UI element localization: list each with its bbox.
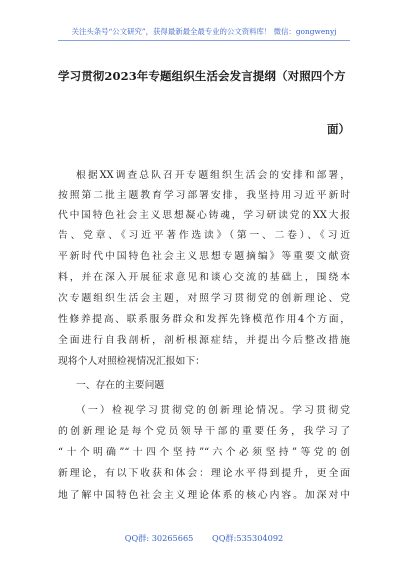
body-line: 按照第二批主题教育学习部署安排，我坚持用习近平新时 bbox=[58, 190, 350, 201]
body-line: 现将个人对照检视情况汇报如下： bbox=[58, 356, 205, 367]
body-line: 全面进行自我剖析，剖析根源症结，并提出今后整改措施 bbox=[58, 335, 350, 346]
header-divider bbox=[58, 40, 350, 41]
footer-qq-group-1: QQ群: 30265665 bbox=[124, 533, 194, 543]
body-line: 平新时代中国特色社会主义思想专题摘编》等重要文献资 bbox=[58, 251, 350, 262]
footer bbox=[0, 533, 408, 544]
body-line: 代中国特色社会主义思想凝心铸魂，学习研读党的XX大报 bbox=[58, 210, 350, 221]
document-title-line-1: 学习贯彻2023年专题组织生活会发言提纲（对照四个方 bbox=[58, 69, 346, 83]
body-line: 新理论，有以下收获和体会：理论水平得到提升，更全面 bbox=[58, 468, 350, 479]
body-line: 性修养提高、联系服务群众和发挥先锋模范作用4个方面， bbox=[58, 314, 350, 325]
body-line: 的创新理论是每个党员领导干部的重要任务，我学习了 bbox=[58, 426, 350, 437]
body-line: （一）检视学习贯彻党的创新理论情况。学习贯彻党 bbox=[76, 405, 350, 416]
body-line: 地了解中国特色社会主义理论体系的核心内容。加深对中 bbox=[58, 490, 350, 501]
header-promo-text: 关注头条号“公文研究”，获得最新最全最专业的公文资料库！ 微信：gongwenyj bbox=[71, 27, 337, 36]
document-title-line-2: 面） bbox=[327, 122, 350, 136]
body-line: 根据XX调查总队召开专题组织生活会的安排和部署， bbox=[76, 170, 350, 181]
body-line: 一、存在的主要问题 bbox=[76, 380, 165, 391]
body-line: 告、党章、《习近平著作选读》（第一、二卷）、《习近 bbox=[58, 230, 350, 241]
body-line: 次专题组织生活会主题，对照学习贯彻党的创新理论、党 bbox=[58, 293, 350, 304]
body-line: 料，并在深入开展征求意见和谈心交流的基础上，围绕本 bbox=[58, 272, 350, 283]
footer-qq-group-2: QQ群:535304092 bbox=[212, 533, 284, 543]
body-line: “十个明确”“十四个坚持”“六个必须坚持”等党的创 bbox=[58, 447, 350, 458]
